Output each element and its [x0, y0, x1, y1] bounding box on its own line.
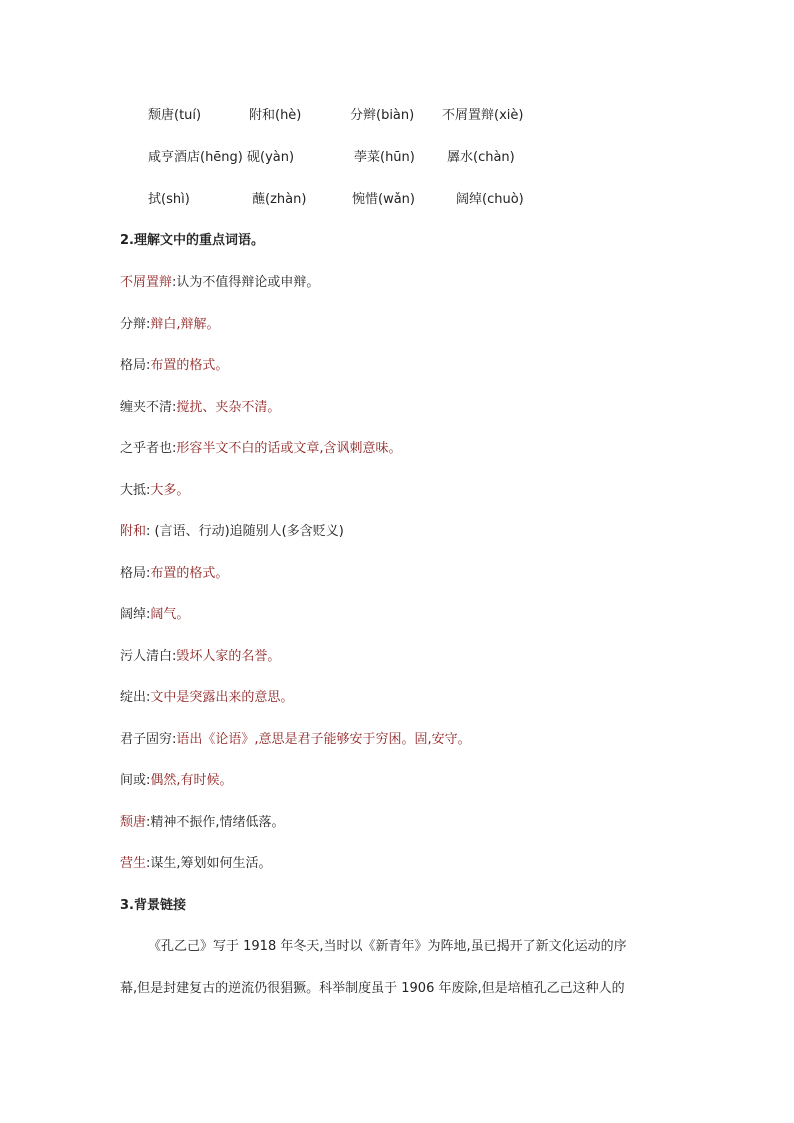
term-definition: 偶然,有时候。	[150, 773, 233, 788]
pinyin-item: 颓唐(tuí)	[148, 108, 202, 123]
term-line	[120, 398, 280, 418]
term-line	[120, 522, 344, 542]
term-definition: (言语、行动)追随别人(多含贬义)	[154, 524, 344, 539]
term-separator: :	[146, 317, 151, 332]
term-separator: :	[172, 649, 177, 664]
term-separator: :	[146, 856, 151, 871]
term-definition: 文中是突露出来的意思。	[150, 690, 294, 705]
term-definition: 布置的格式。	[150, 566, 229, 581]
term-separator: :	[172, 400, 177, 415]
section-heading-background: 3.背景链接	[120, 898, 186, 913]
background-paragraph-line: 《孔乙己》写于 1918 年冬天,当时以《新青年》为阵地,虽已揭开了新文化运动的序	[148, 939, 627, 954]
term-line	[120, 854, 272, 874]
term-definition: 形容半文不白的话或文章,含讽刺意味。	[176, 441, 402, 456]
pinyin-item: 羼水(chàn)	[447, 150, 515, 165]
term-line	[120, 813, 285, 833]
term-line	[120, 605, 189, 625]
section-heading-vocabulary: 2.理解文中的重点词语。	[120, 233, 264, 248]
term-separator: :	[172, 275, 177, 290]
term-separator: :	[172, 732, 177, 747]
term-definition: 阔气。	[150, 607, 190, 622]
term-line	[120, 356, 228, 376]
pinyin-item: 分辫(biàn)	[350, 108, 415, 123]
term-line	[120, 439, 402, 459]
pinyin-item: 惋惜(wǎn)	[352, 192, 415, 207]
term-separator: :	[146, 690, 151, 705]
term-separator: :	[146, 773, 151, 788]
term-word: 阔绰	[120, 607, 147, 622]
term-word: 营生	[120, 856, 147, 871]
background-paragraph-line: 幕,但是封建复古的逆流仍很猖獗。科举制度虽于 1906 年废除,但是培植孔乙己这种人的	[120, 981, 625, 996]
term-definition: 毁坏人家的名誉。	[176, 649, 281, 664]
term-word: 分辩	[120, 317, 147, 332]
term-line	[120, 564, 228, 584]
term-word: 之乎者也	[120, 441, 173, 456]
term-word: 格局	[120, 566, 147, 581]
term-definition: 大多。	[150, 483, 190, 498]
term-separator: :	[146, 358, 151, 373]
term-line	[120, 647, 280, 667]
term-line	[120, 481, 189, 501]
pinyin-item: 蘸(zhàn)	[252, 192, 307, 207]
pinyin-item: 荸菜(hūn)	[354, 150, 415, 165]
term-line	[120, 771, 233, 791]
term-word: 格局	[120, 358, 147, 373]
term-word: 颓唐	[120, 815, 147, 830]
pinyin-item: 咸亨酒店(hēng) 砚(yàn)	[148, 150, 295, 165]
term-separator: :	[172, 441, 177, 456]
term-word: 间或	[120, 773, 147, 788]
pinyin-item: 不屑置辩(xiè)	[442, 108, 524, 123]
term-line	[120, 273, 319, 293]
term-definition: 辩白,辩解。	[150, 317, 220, 332]
term-word: 附和	[120, 524, 147, 539]
term-definition: 谋生,筹划如何生活。	[150, 856, 272, 871]
term-word: 绽出	[120, 690, 147, 705]
term-separator: :	[146, 815, 151, 830]
term-word: 不屑置辩	[120, 275, 173, 290]
term-line	[120, 315, 220, 335]
term-line	[120, 730, 471, 750]
term-line	[120, 688, 293, 708]
term-separator: :	[146, 483, 151, 498]
term-separator: :	[146, 566, 151, 581]
term-definition: 布置的格式。	[150, 358, 229, 373]
term-word: 污人清白	[120, 649, 173, 664]
term-definition: 认为不值得辩论或申辩。	[176, 275, 320, 290]
term-definition: 语出《论语》,意思是君子能够安于穷困。固,安守。	[176, 732, 471, 747]
pinyin-item: 阔绰(chuò)	[456, 192, 524, 207]
term-separator: :	[146, 524, 155, 539]
term-word: 君子固穷	[120, 732, 173, 747]
pinyin-item: 拭(shì)	[148, 192, 190, 207]
pinyin-item: 附和(hè)	[249, 108, 302, 123]
term-definition: 精神不振作,情绪低落。	[150, 815, 285, 830]
term-definition: 搅扰、夹杂不清。	[176, 400, 281, 415]
term-separator: :	[146, 607, 151, 622]
term-word: 缠夹不清	[120, 400, 173, 415]
term-word: 大抵	[120, 483, 147, 498]
